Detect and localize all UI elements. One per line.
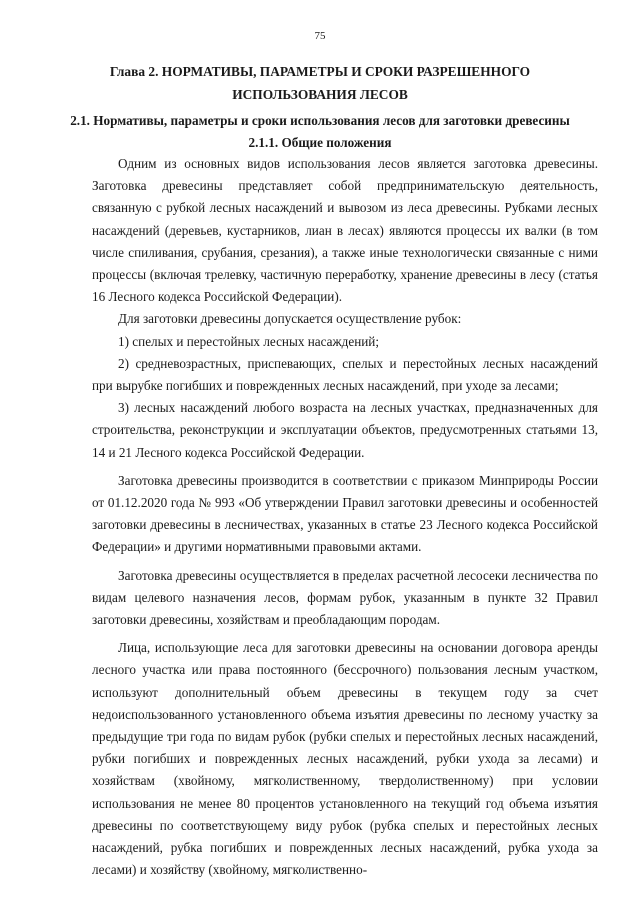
paragraph-intro: Одним из основных видов использования лесов является заготовка древесины. Заготовка древесины представляет собой предпринимательскую деятельность, связанную с рубкой лесных насаждений и вывозом из леса древесины. Рубками лесных насаждений (деревьев, кустарников, лиан в лесах) являются процессы их валки (в том числе спиливания, срубания, срезания), а также иные технологически связанные с ними процессы (включая трелевку, частичную переработку, хранение древесины в лесу (статья 16 Лесного кодекса Российской Федерации). xyxy=(92,156,598,305)
paragraph-annual-allowable-cut: Заготовка древесины осуществляется в пределах расчетной лесосеки лесничества по видам целевого назначения лесов, формам рубок, указанным в пункте 32 Правил заготовки древесины, хозяйствам и преобладающим породам. xyxy=(92,567,598,628)
chapter-title: Глава 2. НОРМАТИВЫ, ПАРАМЕТРЫ И СРОКИ РАЗРЕШЕННОГО ИСПОЛЬЗОВАНИЯ ЛЕСОВ xyxy=(109,64,531,102)
section-title: 2.1. Нормативы, параметры и сроки использования лесов для заготовки древесины xyxy=(70,113,570,128)
list-item-2: 2) средневозрастных, приспевающих, спелых и перестойных лесных насаждений при вырубке погибших и поврежденных лесных насаждений, при уходе за лесами; xyxy=(92,355,598,394)
body-text xyxy=(92,153,598,882)
paragraph-allowed-cuttings: Для заготовки древесины допускается осуществление рубок: xyxy=(118,311,462,327)
list-item-1: 1) спелых и перестойных лесных насаждений; xyxy=(118,333,380,349)
paragraph-additional-volume: Лица, использующие леса для заготовки древесины на основании договора аренды лесного участка или права постоянного (бессрочного) пользования лесным участком, используют дополнительный объем древесины в текущем году за счет недоиспользованного установленного объема изъятия древесины по лесному участку за предыдущие три года по видам рубок (рубки спелых и перестойных лесных насаждений, рубки погибших и поврежденных лесных насаждений, рубки ухода за лесами) и хозяйствам (хвойному, мягколиственному, твердолиственному) при условии использования не менее 80 процентов установленного на текущий год объема изъятия древесины по соответствующему виду рубок (рубка спелых и перестойных лесных насаждений, рубка погибших и поврежденных лесных насаждений, рубка ухода за лесами) и хозяйству (хвойному, мягколиственно- xyxy=(92,640,598,878)
section-heading xyxy=(60,110,580,154)
list-item-3: 3) лесных насаждений любого возраста на лесных участках, предназначенных для строительства, реконструкции и эксплуатации объектов, предусмотренных статьями 13, 14 и 21 Лесного кодекса Российской Федерации. xyxy=(92,400,598,460)
paragraph-order: Заготовка древесины производится в соответствии с приказом Минприроды России от 01.12.2020 года № 993 «Об утверждении Правил заготовки древесины и особенностей заготовки древесины в лесничествах, указанных в статье 23 Лесного кодекса Российской Федерации» и другими нормативными правовыми актами. xyxy=(92,472,598,555)
page-number: 75 xyxy=(314,30,326,42)
subsection-title: 2.1.1. Общие положения xyxy=(248,135,392,150)
